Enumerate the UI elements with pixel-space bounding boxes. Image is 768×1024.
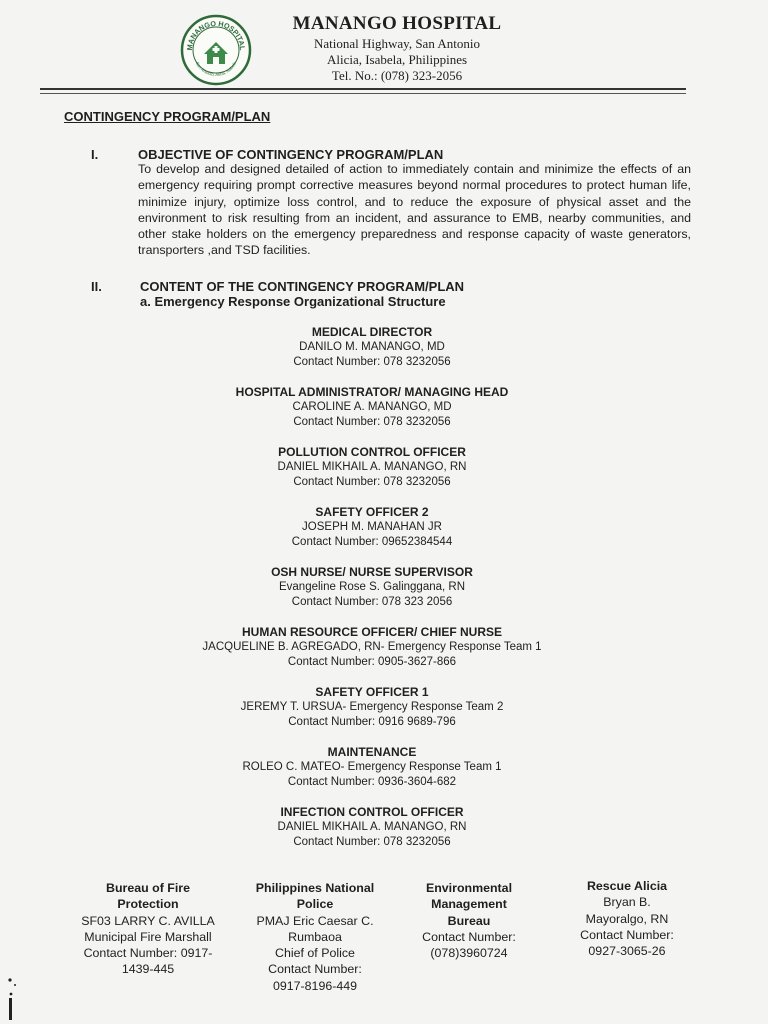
- section-2-number: II.: [91, 279, 102, 294]
- agency-name: Management: [431, 897, 507, 912]
- section-1-body: To develop and designed detailed of action to immediately contain and minimize the effects of an emergency requiring prompt corrective measures beyond normal procedures to protect human life, minimize injury, optimize loss control, and to reduce the exposure of physical asset and the environment to risk resulting from an incident, and assurance to EMB, nearby communities, and other stake holders on the emergency preparedness and response capacity of waste generators, transporters ,and TSD facilities.: [138, 162, 691, 258]
- org-entry: [172, 565, 572, 625]
- org-contact: Contact Number: 078 3232056: [293, 476, 451, 488]
- org-contact: Contact Number: 078 3232056: [293, 416, 451, 428]
- section-2-heading: CONTENT OF THE CONTINGENCY PROGRAM/PLAN: [140, 279, 465, 294]
- agency-name: Protection: [117, 897, 179, 912]
- agency-detail: 1439-445: [121, 962, 175, 977]
- org-contact: Contact Number: 078 323 2056: [291, 596, 453, 608]
- org-entry: [172, 505, 572, 565]
- org-contact: Contact Number: 0936-3604-682: [287, 776, 457, 788]
- org-role: MEDICAL DIRECTOR: [311, 325, 433, 339]
- org-role: INFECTION CONTROL OFFICER: [280, 805, 464, 819]
- org-person: DANILO M. MANANGO, MD: [299, 341, 445, 353]
- org-person: JEREMY T. URSUA- Emergency Response Team 2: [240, 701, 504, 713]
- letterhead: [262, 12, 532, 84]
- agency-detail: Bryan B.: [603, 895, 651, 910]
- agency-detail: Contact Number: 0917-: [83, 946, 213, 961]
- org-contact: Contact Number: 078 3232056: [293, 356, 451, 368]
- section-1-number: I.: [91, 147, 99, 162]
- section-1-heading: OBJECTIVE OF CONTINGENCY PROGRAM/PLAN: [138, 147, 444, 162]
- agency-national-police: [240, 880, 390, 994]
- org-role: SAFETY OFFICER 2: [315, 505, 429, 519]
- org-structure-list: [172, 325, 572, 865]
- agency-name: Philippines National: [255, 881, 375, 895]
- agency-detail: Contact Number:: [268, 962, 362, 977]
- hospital-logo-icon: [180, 14, 252, 86]
- org-role: MAINTENANCE: [327, 745, 417, 759]
- agency-detail: (078)3960724: [430, 946, 508, 961]
- agency-name: Bureau of Fire: [106, 881, 190, 895]
- org-role: SAFETY OFFICER 1: [315, 685, 429, 699]
- agency-detail: Rumbaoa: [288, 929, 342, 944]
- document-title: CONTINGENCY PROGRAM/PLAN: [64, 109, 271, 124]
- org-contact: Contact Number: 0916 9689-796: [288, 716, 456, 728]
- org-contact: Contact Number: 0905-3627-866: [287, 656, 457, 668]
- agency-detail: Contact Number:: [580, 927, 674, 942]
- org-person: JOSEPH M. MANAHAN JR: [302, 521, 442, 533]
- agency-environmental-management: [404, 880, 534, 961]
- telephone: Tel. No.: (078) 323-2056: [331, 68, 463, 83]
- agency-rescue-alicia: [552, 878, 702, 959]
- agency-name: Rescue Alicia: [586, 879, 668, 893]
- org-entry: [172, 745, 572, 805]
- agency-fire-protection: [70, 880, 226, 978]
- org-role: POLLUTION CONTROL OFFICER: [278, 445, 466, 459]
- agency-detail: Chief of Police: [275, 946, 355, 961]
- org-entry: [172, 625, 572, 685]
- agency-name: Environmental: [425, 881, 513, 895]
- org-person: DANIEL MIKHAIL A. MANANGO, RN: [277, 461, 467, 473]
- org-role: OSH NURSE/ NURSE SUPERVISOR: [271, 565, 473, 579]
- address-line-1: National Highway, San Antonio: [314, 36, 480, 51]
- org-person: CAROLINE A. MANANGO, MD: [292, 401, 452, 413]
- org-contact: Contact Number: 09652384544: [291, 536, 453, 548]
- org-person: ROLEO C. MATEO- Emergency Response Team 1: [242, 761, 502, 773]
- agency-detail: 0927-3065-26: [588, 944, 666, 959]
- scan-marks-icon: [4, 974, 22, 1024]
- agency-detail: Contact Number:: [422, 929, 516, 944]
- agency-name: Bureau: [447, 913, 491, 928]
- agency-detail: Municipal Fire Marshall: [84, 929, 212, 944]
- org-person: JACQUELINE B. AGREGADO, RN- Emergency Response Team 1: [202, 641, 542, 653]
- logo-subtext: San Antonio, Alicia, Isabela: [194, 60, 238, 78]
- letterhead-rule: [40, 88, 686, 90]
- agency-detail: PMAJ Eric Caesar C.: [256, 913, 374, 928]
- org-role: HOSPITAL ADMINISTRATOR/ MANAGING HEAD: [235, 385, 509, 399]
- section-2-subheading: a. Emergency Response Organizational Structure: [140, 294, 446, 309]
- letterhead-rule-thin: [40, 93, 686, 94]
- org-entry: [172, 805, 572, 865]
- org-person: DANIEL MIKHAIL A. MANANGO, RN: [277, 821, 467, 833]
- agency-detail: 0917-8196-449: [272, 978, 358, 993]
- hospital-name: MANANGO HOSPITAL: [292, 13, 502, 34]
- agency-detail: Mayoralgo, RN: [585, 911, 669, 926]
- org-role: HUMAN RESOURCE OFFICER/ CHIEF NURSE: [241, 625, 502, 639]
- org-entry: [172, 445, 572, 505]
- logo-text: MANANGO HOSPITAL: [184, 18, 248, 51]
- org-entry: [172, 385, 572, 445]
- org-entry: [172, 325, 572, 385]
- agency-detail: SF03 LARRY C. AVILLA: [81, 913, 215, 928]
- org-person: Evangeline Rose S. Galinggana, RN: [278, 581, 466, 593]
- org-contact: Contact Number: 078 3232056: [293, 836, 451, 848]
- address-line-2: Alicia, Isabela, Philippines: [326, 52, 468, 67]
- agency-name: Police: [296, 897, 334, 912]
- org-entry: [172, 685, 572, 745]
